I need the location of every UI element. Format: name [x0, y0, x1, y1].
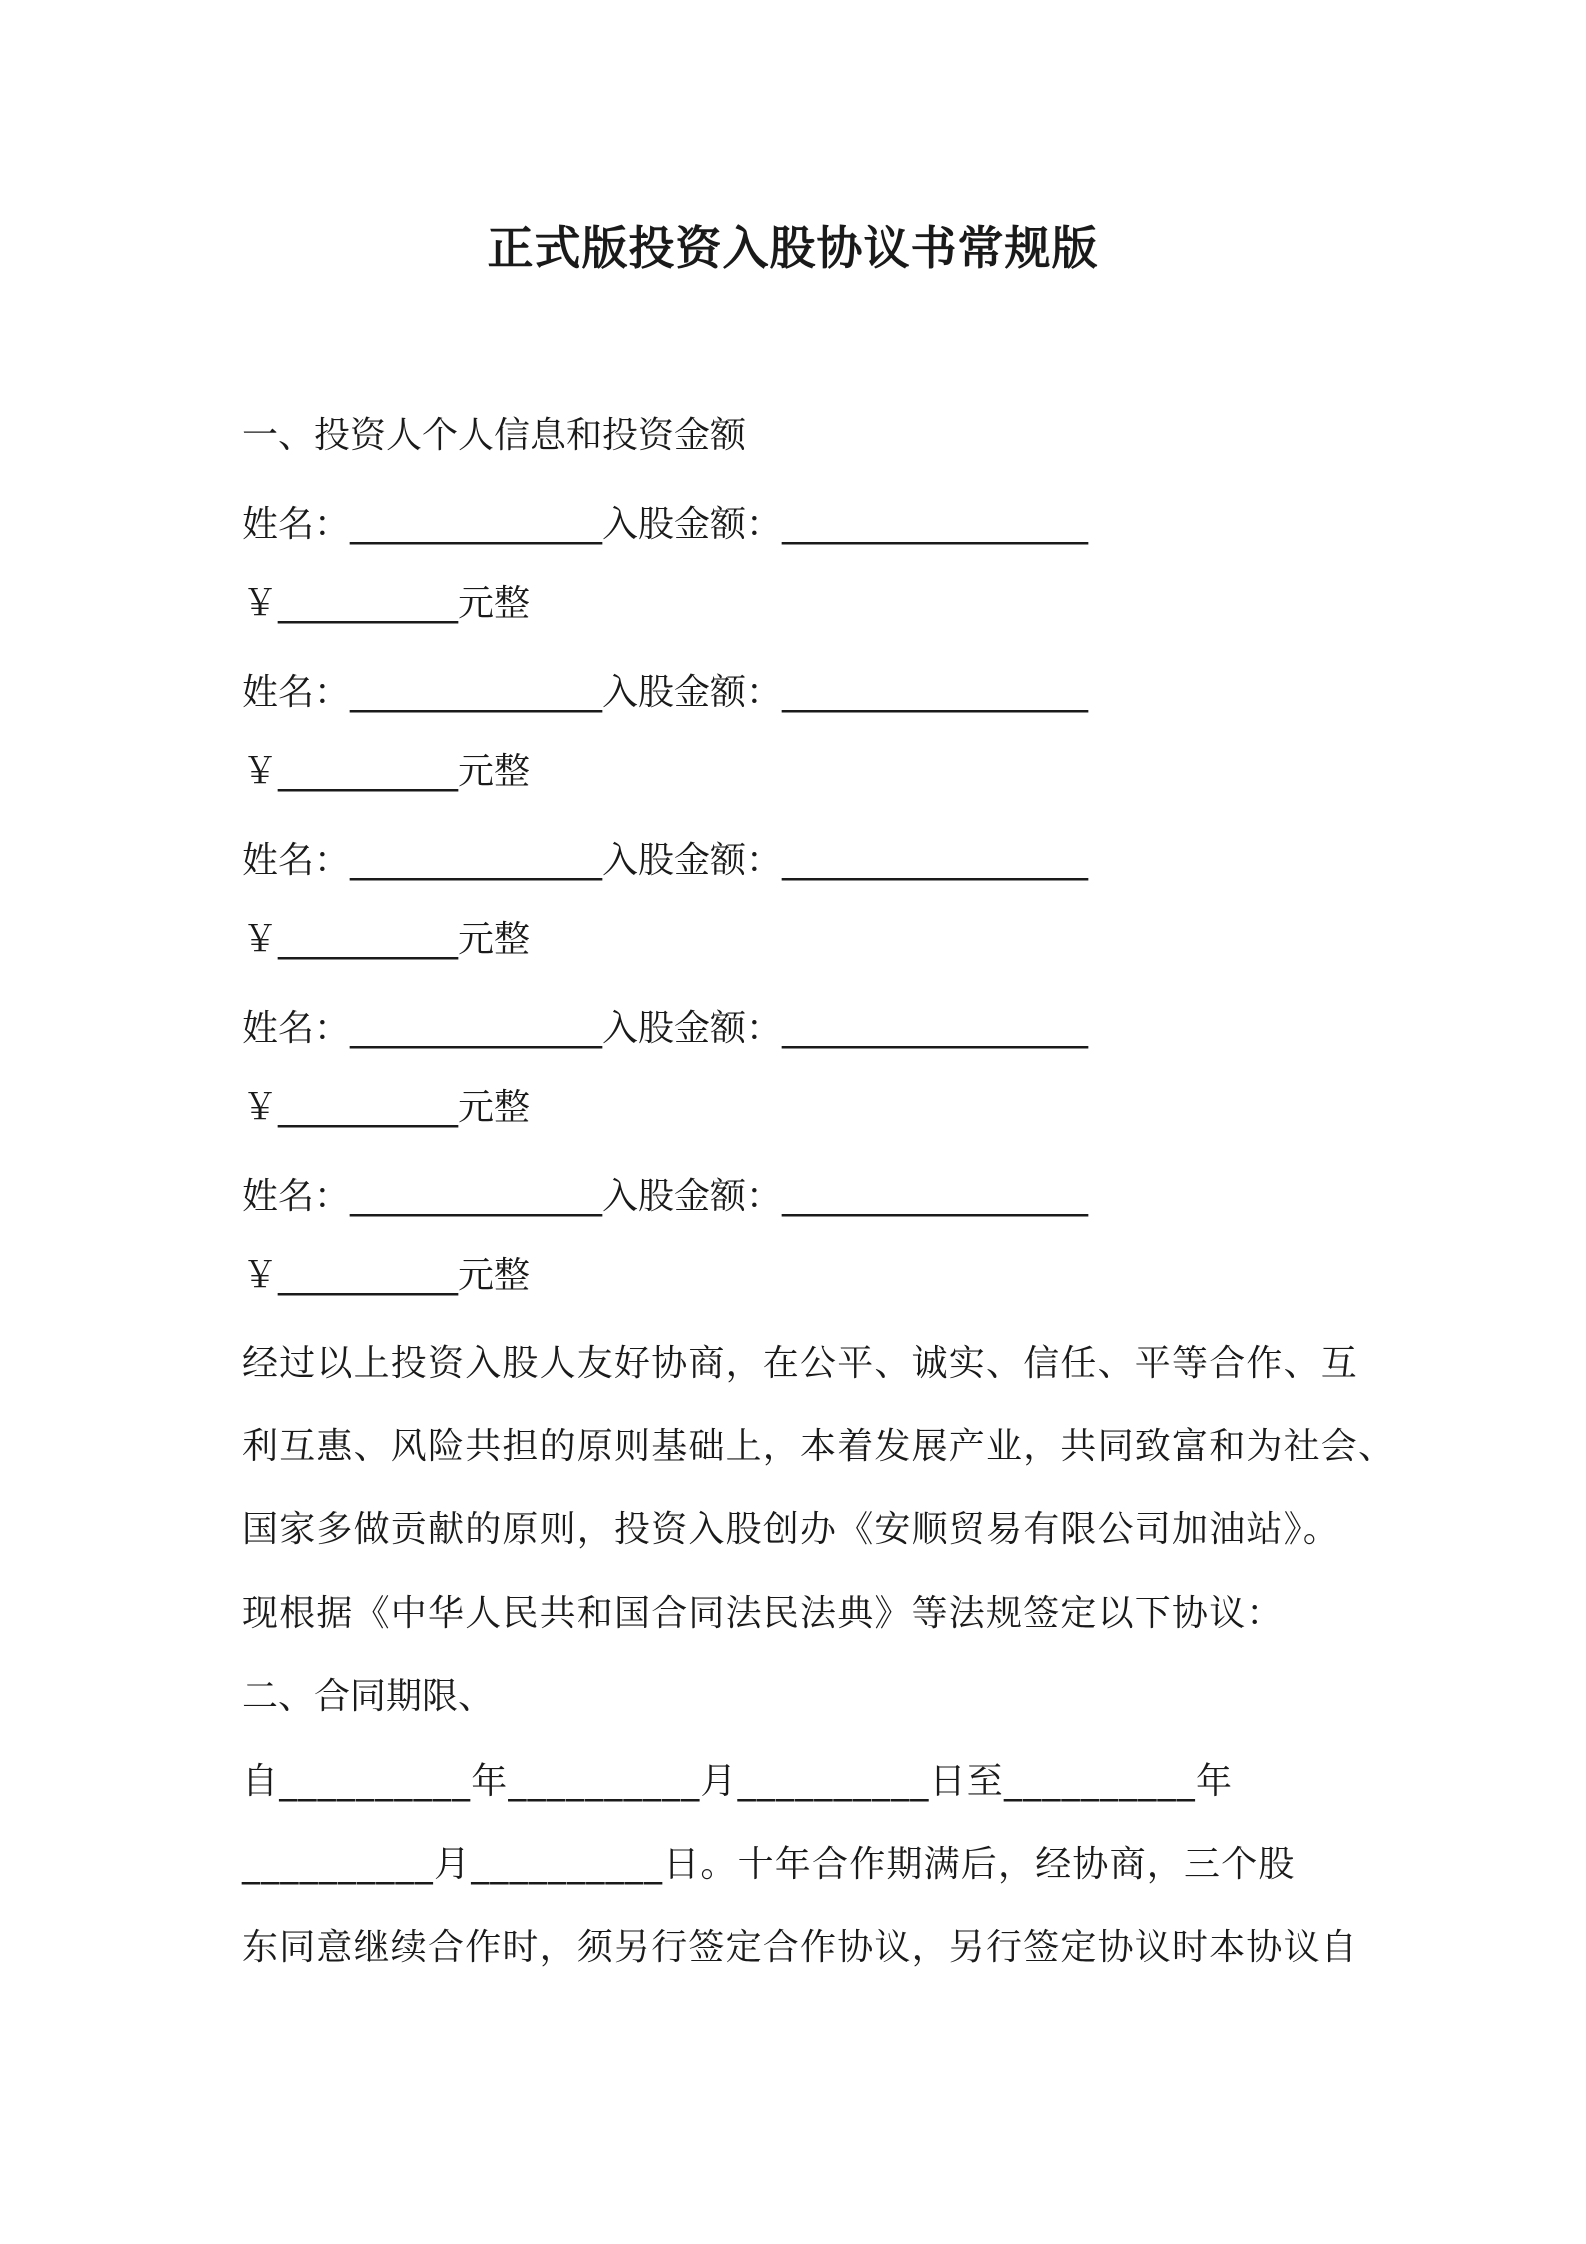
- contract-term-line: 自__________年__________月__________日至__________年: [242, 1761, 1234, 1802]
- investor-amount-line: ￥__________元整: [242, 919, 531, 960]
- section2-heading: 二、合同期限、: [242, 1676, 495, 1717]
- investor-name-line: 姓名：______________入股金额：_________________: [242, 1176, 1089, 1217]
- agreement-paragraph-line: 国家多做贡献的原则，投资入股创办《安顺贸易有限公司加油站》。: [242, 1509, 1341, 1550]
- section1-heading: 一、投资人个人信息和投资金额: [242, 415, 747, 456]
- investor-name-line: 姓名：______________入股金额：_________________: [242, 504, 1089, 545]
- investor-name-line: 姓名：______________入股金额：_________________: [242, 1008, 1089, 1049]
- investor-name-line: 姓名：______________入股金额：_________________: [242, 672, 1089, 713]
- contract-term-line: __________月__________日。十年合作期满后，经协商，三个股: [242, 1844, 1296, 1885]
- contract-term-line: 东同意继续合作时，须另行签定合作协议，另行签定协议时本协议自: [242, 1927, 1359, 1968]
- document-title: 正式版投资入股协议书常规版: [487, 221, 1099, 275]
- investor-name-line: 姓名：______________入股金额：_________________: [242, 840, 1089, 881]
- agreement-paragraph-line: 经过以上投资入股人友好协商，在公平、诚实、信任、平等合作、互: [242, 1343, 1359, 1384]
- agreement-paragraph-line: 利互惠、风险共担的原则基础上，本着发展产业，共同致富和为社会、: [242, 1426, 1396, 1467]
- investor-amount-line: ￥__________元整: [242, 1087, 531, 1128]
- investor-amount-line: ￥__________元整: [242, 1255, 531, 1296]
- investor-amount-line: ￥__________元整: [242, 751, 531, 792]
- agreement-paragraph-line: 现根据《中华人民共和国合同法民法典》等法规签定以下协议：: [242, 1593, 1284, 1634]
- investor-amount-line: ￥__________元整: [242, 583, 531, 624]
